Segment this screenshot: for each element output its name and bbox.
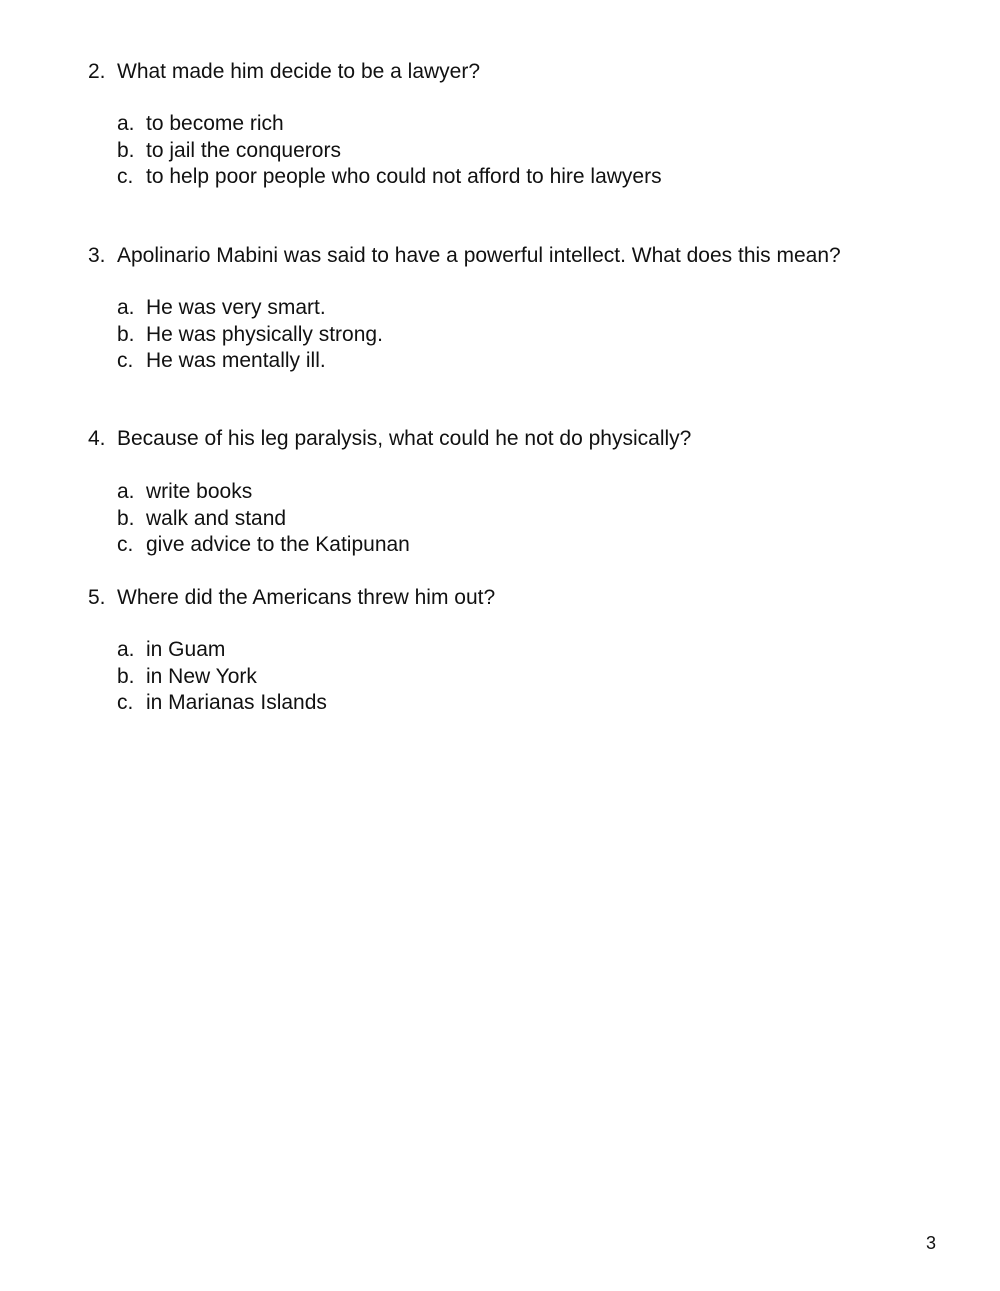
option-a: [117, 637, 968, 664]
option-text: to jail the conquerors: [146, 138, 341, 162]
answer-options: [117, 479, 968, 559]
question-2: [88, 59, 968, 191]
option-a: [117, 479, 968, 506]
answer-options: [117, 637, 968, 717]
question-text: Where did the Americans threw him out?: [117, 586, 496, 609]
option-c: [117, 532, 968, 559]
option-b: [117, 506, 968, 533]
option-text: He was physically strong.: [146, 322, 383, 346]
option-b: [117, 322, 968, 349]
option-letter: a.: [117, 480, 135, 503]
question-number: 4.: [88, 427, 106, 450]
option-letter: b.: [117, 506, 135, 530]
question-number: 2.: [88, 60, 106, 83]
option-letter: a.: [117, 112, 135, 135]
option-a: [117, 295, 968, 322]
option-letter: a.: [117, 638, 135, 661]
question-number: 3.: [88, 244, 106, 267]
question-text: What made him decide to be a lawyer?: [117, 60, 481, 83]
question-text: Apolinario Mabini was said to have a powerful intellect. What does this mean?: [117, 244, 841, 267]
option-text: in Marianas Islands: [146, 691, 327, 714]
question-4: [88, 426, 968, 559]
question-stem: [88, 243, 968, 269]
question-number: 5.: [88, 586, 106, 609]
option-letter: c.: [117, 349, 134, 372]
option-letter: c.: [117, 691, 134, 714]
question-stem: [88, 59, 968, 85]
option-text: walk and stand: [146, 506, 287, 530]
option-c: [117, 348, 968, 375]
option-c: [117, 164, 968, 191]
option-c: [117, 690, 968, 717]
option-b: [117, 664, 968, 691]
option-text: give advice to the Katipunan: [146, 533, 410, 556]
option-text: in Guam: [146, 638, 226, 661]
option-b: [117, 138, 968, 165]
option-letter: b.: [117, 664, 135, 688]
option-text: to help poor people who could not afford to hire lawyers: [146, 165, 662, 188]
option-text: He was very smart.: [146, 296, 326, 319]
option-text: in New York: [146, 664, 257, 688]
option-text: He was mentally ill.: [146, 349, 326, 372]
option-letter: a.: [117, 296, 135, 319]
option-letter: b.: [117, 138, 135, 162]
option-text: write books: [146, 480, 253, 503]
question-text: Because of his leg paralysis, what could he not do physically?: [117, 427, 692, 450]
question-3: [88, 243, 968, 375]
option-letter: c.: [117, 165, 134, 188]
page-number: 3: [926, 1233, 937, 1253]
answer-options: [117, 111, 968, 191]
question-stem: [88, 426, 968, 452]
option-letter: b.: [117, 322, 135, 346]
answer-options: [117, 295, 968, 375]
option-text: to become rich: [146, 112, 284, 135]
option-letter: c.: [117, 533, 134, 556]
question-stem: [88, 585, 968, 611]
question-5: [88, 585, 968, 717]
option-a: [117, 111, 968, 138]
